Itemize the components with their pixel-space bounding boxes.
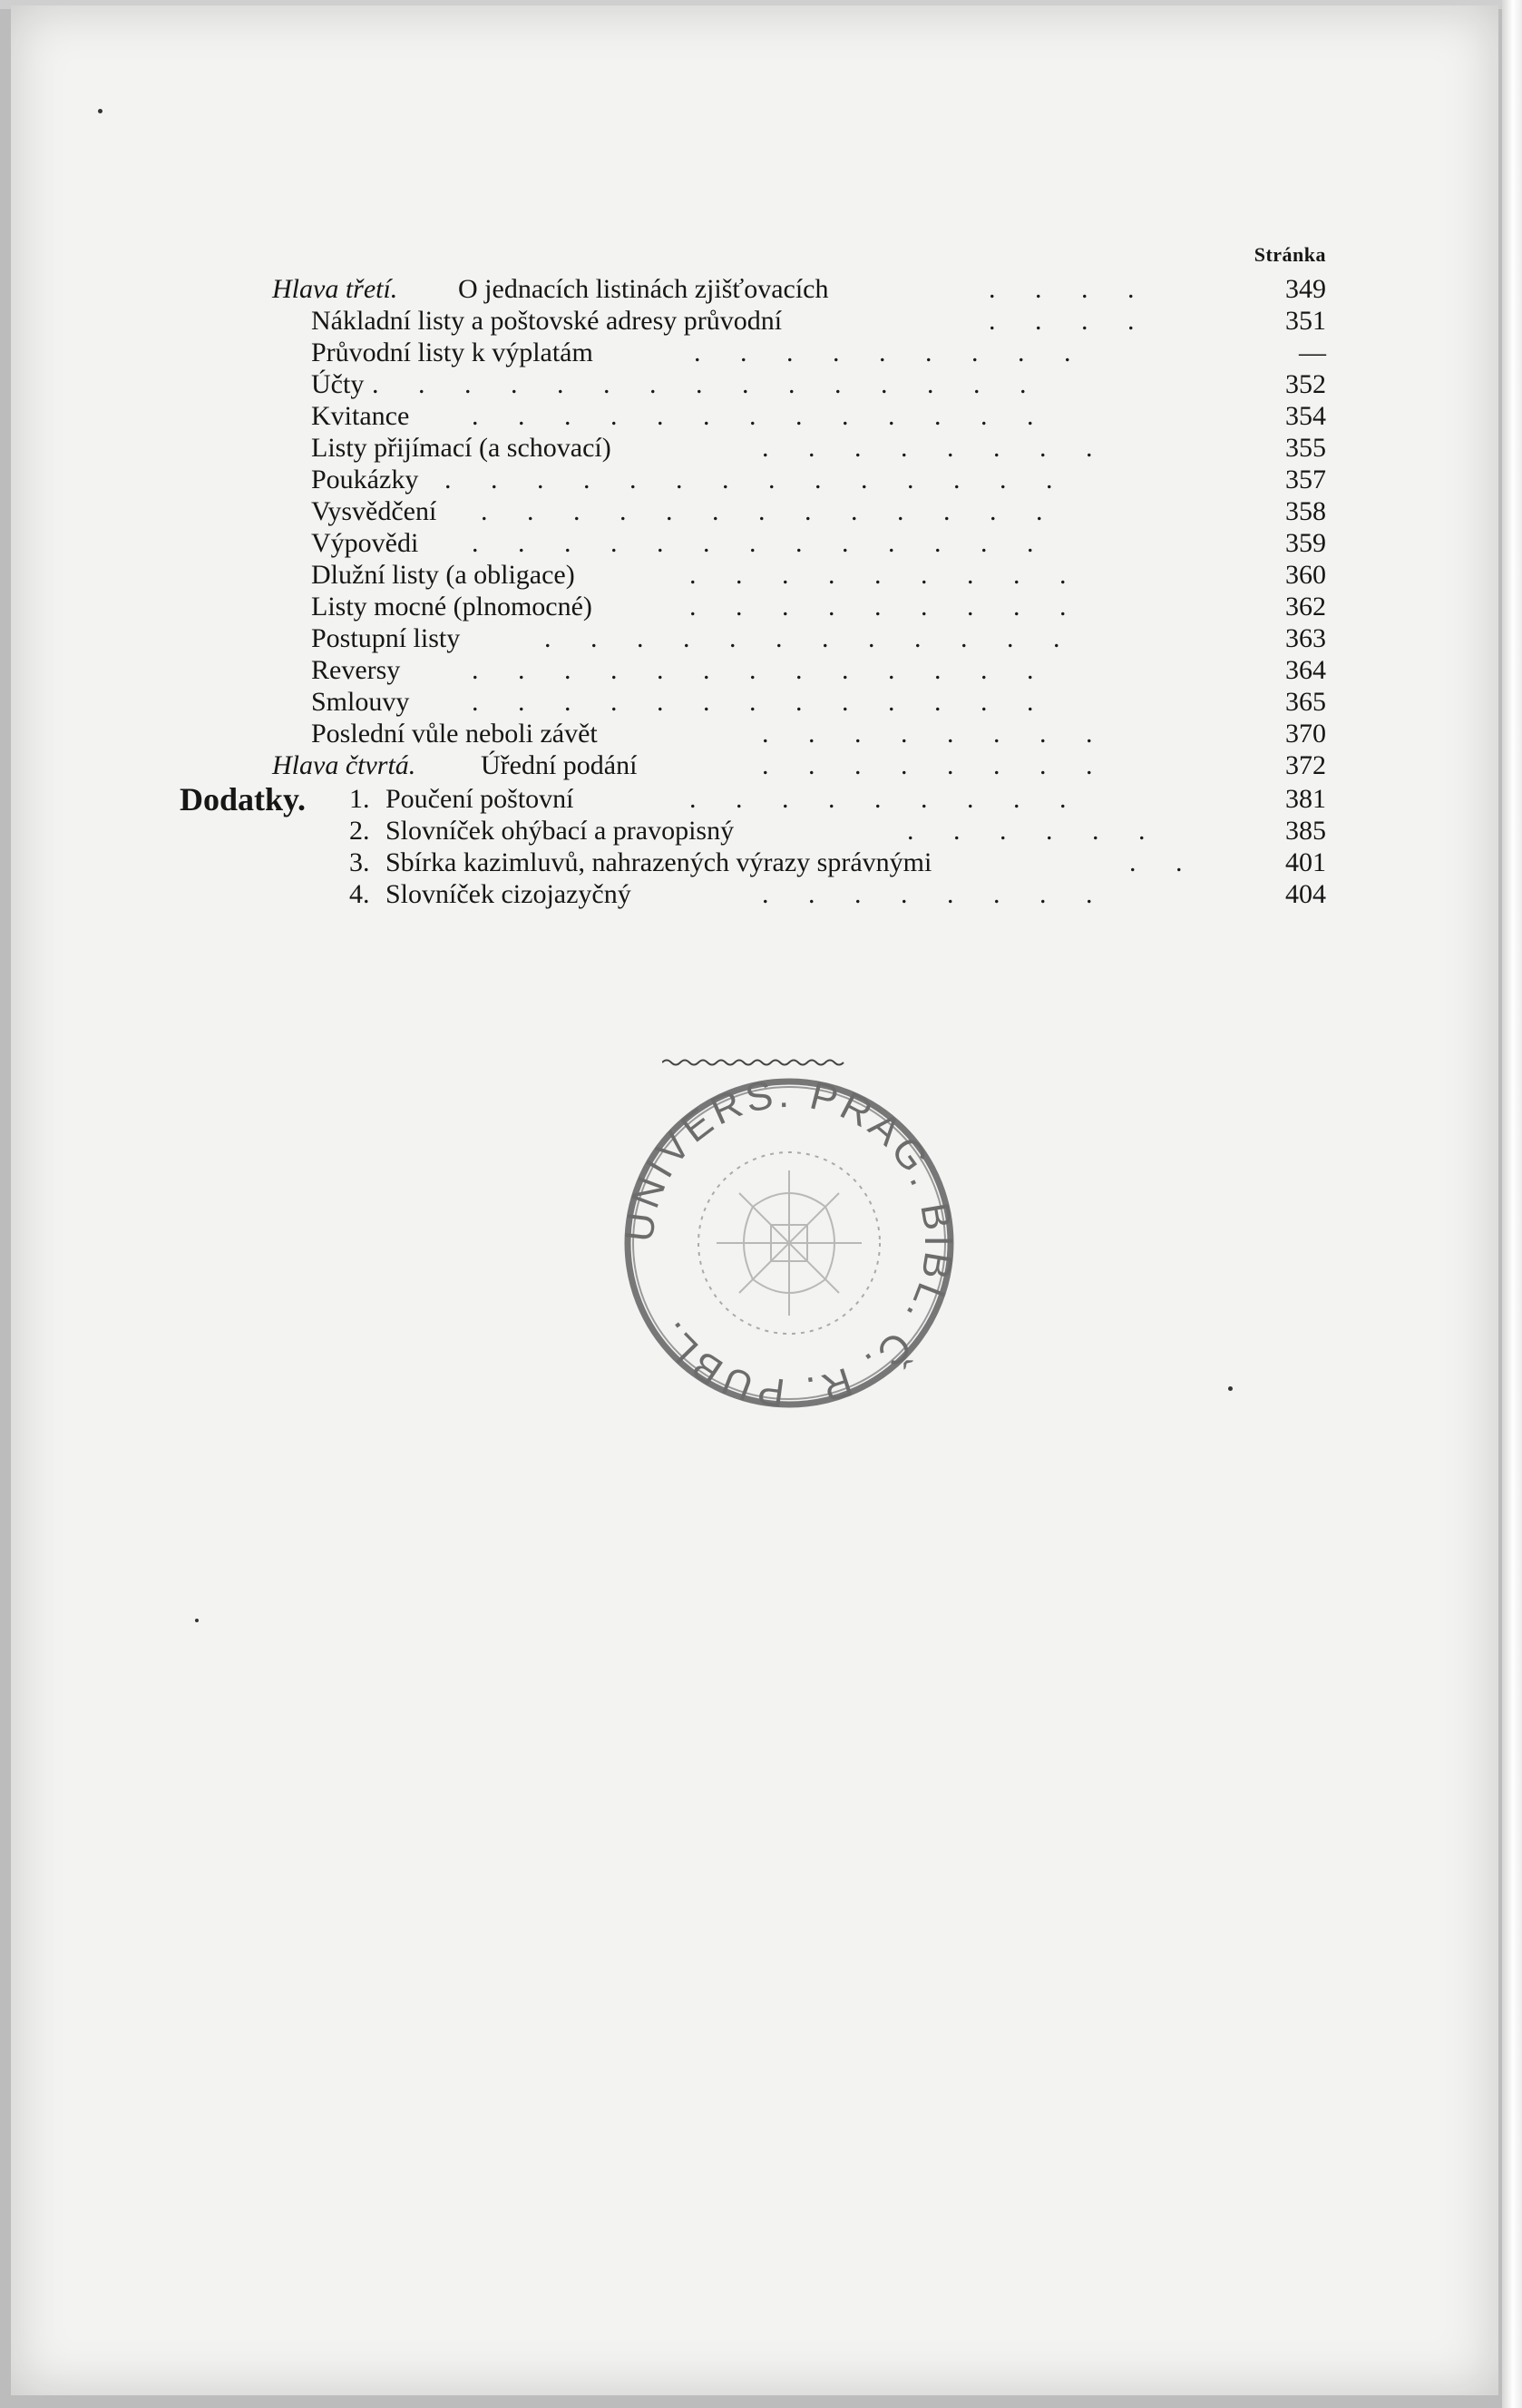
entry-label: Průvodní listy k výplatám xyxy=(311,338,593,367)
entry-page-number: 351 xyxy=(1285,306,1326,336)
appendix-number: 1. xyxy=(349,784,370,814)
appendix-number: 3. xyxy=(349,847,370,877)
entry-label: Kvitance xyxy=(311,401,410,431)
toc-entry xyxy=(0,465,1522,495)
scan-speck xyxy=(98,109,102,113)
leader-dots: . . . . . . . . . xyxy=(689,784,1083,814)
entry-page-number: 355 xyxy=(1285,433,1326,463)
toc-entry xyxy=(0,655,1522,686)
leader-dots: . . . . . . . . xyxy=(762,719,1109,749)
entry-page-number: 354 xyxy=(1285,401,1326,431)
entry-page-number: 362 xyxy=(1285,592,1326,622)
chapter-prefix: Hlava čtvrtá. xyxy=(272,750,416,780)
dodatky-heading: Dodatky. xyxy=(180,781,307,817)
leader-dots: . . . . . . . . . . . . . xyxy=(472,687,1050,717)
leader-dots: . . . . . . . . . xyxy=(694,338,1088,367)
entry-page-number: 364 xyxy=(1285,655,1326,685)
entry-label: Vysvědčení xyxy=(311,496,437,526)
leader-dots: . . . . . . . . xyxy=(762,750,1109,780)
toc-entry xyxy=(0,369,1522,400)
entry-label: Postupní listy xyxy=(311,623,461,653)
leader-dots: . . . . . . . . . . . . . . . xyxy=(372,369,1043,399)
stamp-text: UNIVERS. PRAG. BIBL. Č. R. PUBL. xyxy=(617,1071,961,1415)
toc-entry xyxy=(0,560,1522,591)
entry-label: Nákladní listy a poštovské adresy průvodní xyxy=(311,306,783,336)
entry-page-number: 372 xyxy=(1285,750,1326,780)
leader-dots: . . . . . . xyxy=(907,816,1162,846)
leader-dots: . . . . xyxy=(989,274,1151,304)
entry-page-number: 359 xyxy=(1285,528,1326,558)
toc-entry xyxy=(0,306,1522,337)
entry-label: Reversy xyxy=(311,655,401,685)
leader-dots: . . . . . . . . . . . . . xyxy=(472,401,1050,431)
entry-page-number: 365 xyxy=(1285,687,1326,717)
entry-label: Úřední podání xyxy=(481,750,638,780)
toc-entry xyxy=(0,433,1522,464)
toc-entry xyxy=(0,687,1522,718)
wavy-rule xyxy=(662,1056,848,1069)
entry-page-number: 358 xyxy=(1285,496,1326,526)
appendix-entry xyxy=(0,879,1522,910)
appendix-number: 4. xyxy=(349,879,370,909)
appendix-label: Slovníček ohýbací a pravopisný xyxy=(385,816,735,846)
entry-label: Listy přijímací (a schovací) xyxy=(311,433,611,463)
entry-page-number: — xyxy=(1299,338,1326,367)
library-stamp xyxy=(617,1071,961,1415)
toc-entry xyxy=(0,401,1522,432)
appendix-entry xyxy=(0,816,1522,847)
leader-dots: . . . . . . . . xyxy=(762,433,1109,463)
entry-label: O jednacích listinách zjišťovacích xyxy=(458,274,829,304)
leader-dots: . . . . . . . . . . . . xyxy=(544,623,1077,653)
entry-page-number: 363 xyxy=(1285,623,1326,653)
appendix-entry xyxy=(0,847,1522,878)
toc-entry xyxy=(0,592,1522,622)
entry-page-number: 352 xyxy=(1285,369,1326,399)
scan-speck xyxy=(195,1619,199,1622)
entry-page-number: 360 xyxy=(1285,560,1326,590)
entry-page-number: 370 xyxy=(1285,719,1326,749)
appendix-page-number: 385 xyxy=(1285,816,1326,846)
appendix-page-number: 401 xyxy=(1285,847,1326,877)
appendix-label: Slovníček cizojazyčný xyxy=(385,879,631,909)
entry-page-number: 349 xyxy=(1285,274,1326,304)
leader-dots: . . . . . . . . . . . . . xyxy=(481,496,1059,526)
leader-dots: . . . . . . . . . . . . . xyxy=(472,528,1050,558)
entry-label: Poslední vůle neboli závět xyxy=(311,719,598,749)
appendix-number: 2. xyxy=(349,816,370,846)
entry-label: Listy mocné (plnomocné) xyxy=(311,592,592,622)
column-header-page: Stránka xyxy=(1254,243,1326,266)
chapter-prefix: Hlava třetí. xyxy=(272,274,398,304)
entry-label: Dlužní listy (a obligace) xyxy=(311,560,575,590)
leader-dots: . . . . . . . . . xyxy=(689,560,1083,590)
appendix-label: Sbírka kazimluvů, nahrazených výrazy správnými xyxy=(385,847,932,877)
leader-dots: . . . . xyxy=(989,306,1151,336)
leader-dots: . . . . . . . . xyxy=(762,879,1109,909)
toc-entry xyxy=(0,496,1522,527)
appendix-page-number: 404 xyxy=(1285,879,1326,909)
toc-entry xyxy=(0,719,1522,749)
entry-page-number: 357 xyxy=(1285,465,1326,494)
appendix-label: Poučení poštovní xyxy=(385,784,574,814)
entry-label: Smlouvy xyxy=(311,687,410,717)
toc-entry xyxy=(0,274,1522,305)
entry-label: Výpovědi xyxy=(311,528,419,558)
leader-dots: . . . . . . . . . . . . . . xyxy=(444,465,1069,494)
leader-dots: . . . . . . . . . . . . . xyxy=(472,655,1050,685)
toc-entry xyxy=(0,338,1522,368)
entry-label: Poukázky xyxy=(311,465,419,494)
entry-label: Účty xyxy=(311,369,365,399)
toc-entry xyxy=(0,750,1522,781)
leader-dots: . . xyxy=(1129,847,1199,877)
leader-dots: . . . . . . . . . xyxy=(689,592,1083,622)
toc-entry xyxy=(0,528,1522,559)
appendix-entry xyxy=(0,781,1522,817)
toc-entry xyxy=(0,623,1522,654)
scan-speck xyxy=(1228,1386,1233,1391)
appendix-page-number: 381 xyxy=(1285,784,1326,814)
